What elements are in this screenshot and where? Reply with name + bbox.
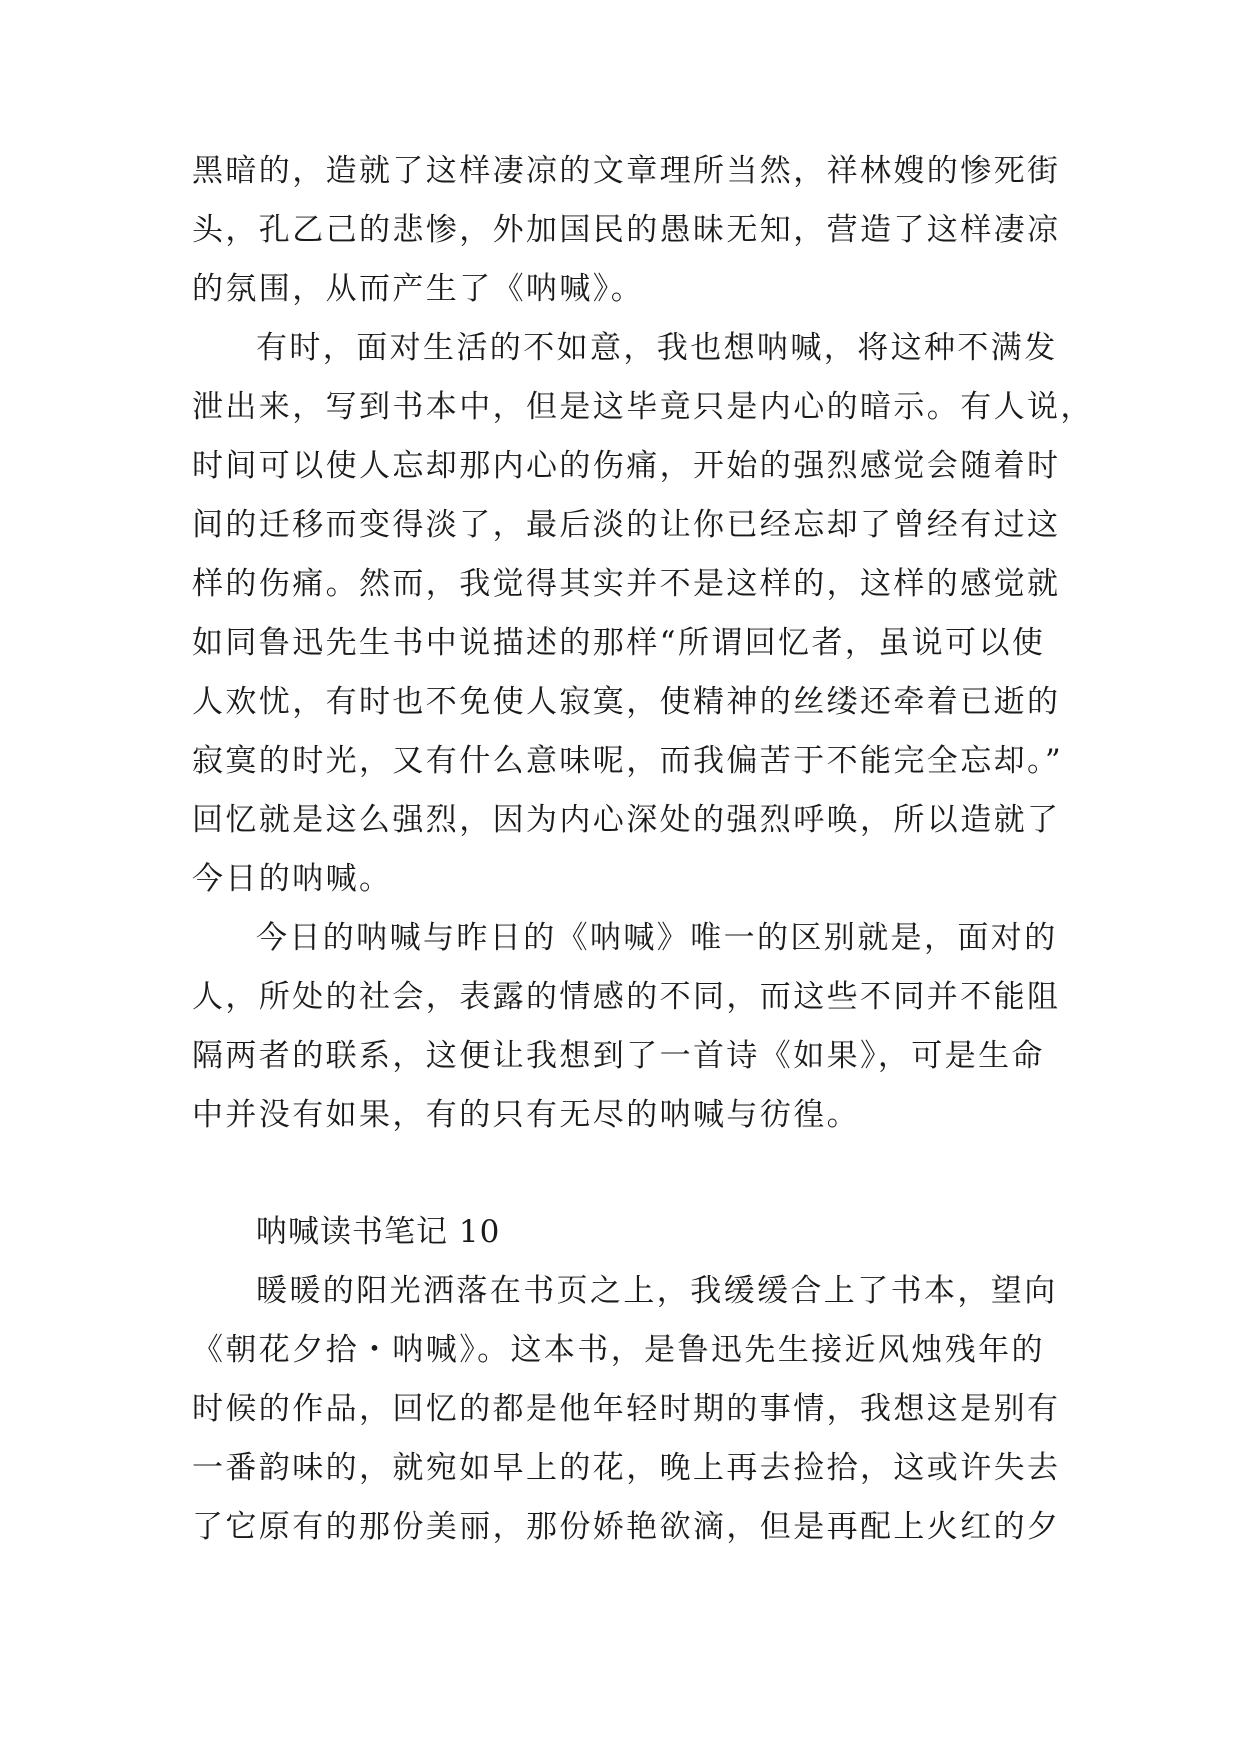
text-line: 回忆就是这么强烈，因为内心深处的强烈呼唤，所以造就了 [192, 802, 1061, 838]
section-title: 呐喊读书笔记 10 [256, 1214, 501, 1250]
text-line: 今日的呐喊。 [192, 861, 393, 897]
text-line: 中并没有如果，有的只有无尽的呐喊与彷徨。 [192, 1097, 860, 1133]
text-line: 的氛围，从而产生了《呐喊》。 [192, 271, 645, 307]
text-line: 了它原有的那份美丽，那份娇艳欲滴，但是再配上火红的夕 [192, 1509, 1061, 1545]
text-line: 人，所处的社会，表露的情感的不同，而这些不同并不能阻 [192, 979, 1061, 1015]
text-line: 人欢忧，有时也不免使人寂寞，使精神的丝缕还牵着已逝的 [192, 684, 1061, 720]
paragraph-first-line: 有时，面对生活的不如意，我也想呐喊，将这种不满发 [256, 330, 1058, 366]
text-line: 一番韵味的，就宛如早上的花，晚上再去捡拾，这或许失去 [192, 1450, 1061, 1486]
text-line: 隔两者的联系，这便让我想到了一首诗《如果》，可是生命 [192, 1038, 1045, 1074]
text-line: 时间可以使人忘却那内心的伤痛，开始的强烈感觉会随着时 [192, 448, 1061, 484]
text-line: 时候的作品，回忆的都是他年轻时期的事情，我想这是别有 [192, 1391, 1061, 1427]
text-line: 泄出来，写到书本中，但是这毕竟只是内心的暗示。有人说， [192, 389, 1094, 425]
paragraph-first-line: 暖暖的阳光洒落在书页之上，我缓缓合上了书本，望向 [256, 1273, 1058, 1309]
text-line: 样的伤痛。然而，我觉得其实并不是这样的，这样的感觉就 [192, 566, 1061, 602]
paragraph-first-line: 今日的呐喊与昨日的《呐喊》唯一的区别就是，面对的 [256, 920, 1058, 956]
text-line: 《朝花夕拾・呐喊》。这本书，是鲁迅先生接近风烛残年的 [192, 1332, 1045, 1368]
text-line: 间的迁移而变得淡了，最后淡的让你已经忘却了曾经有过这 [192, 507, 1061, 543]
text-line: 黑暗的，造就了这样凄凉的文章理所当然，祥林嫂的惨死街 [192, 153, 1061, 189]
text-line: 如同鲁迅先生书中说描述的那样“所谓回忆者，虽说可以使 [192, 625, 1046, 661]
text-line: 寂寞的时光，又有什么意味呢，而我偏苦于不能完全忘却。” [192, 743, 1064, 779]
text-line: 头，孔乙己的悲惨，外加国民的愚昧无知，营造了这样凄凉 [192, 212, 1061, 248]
